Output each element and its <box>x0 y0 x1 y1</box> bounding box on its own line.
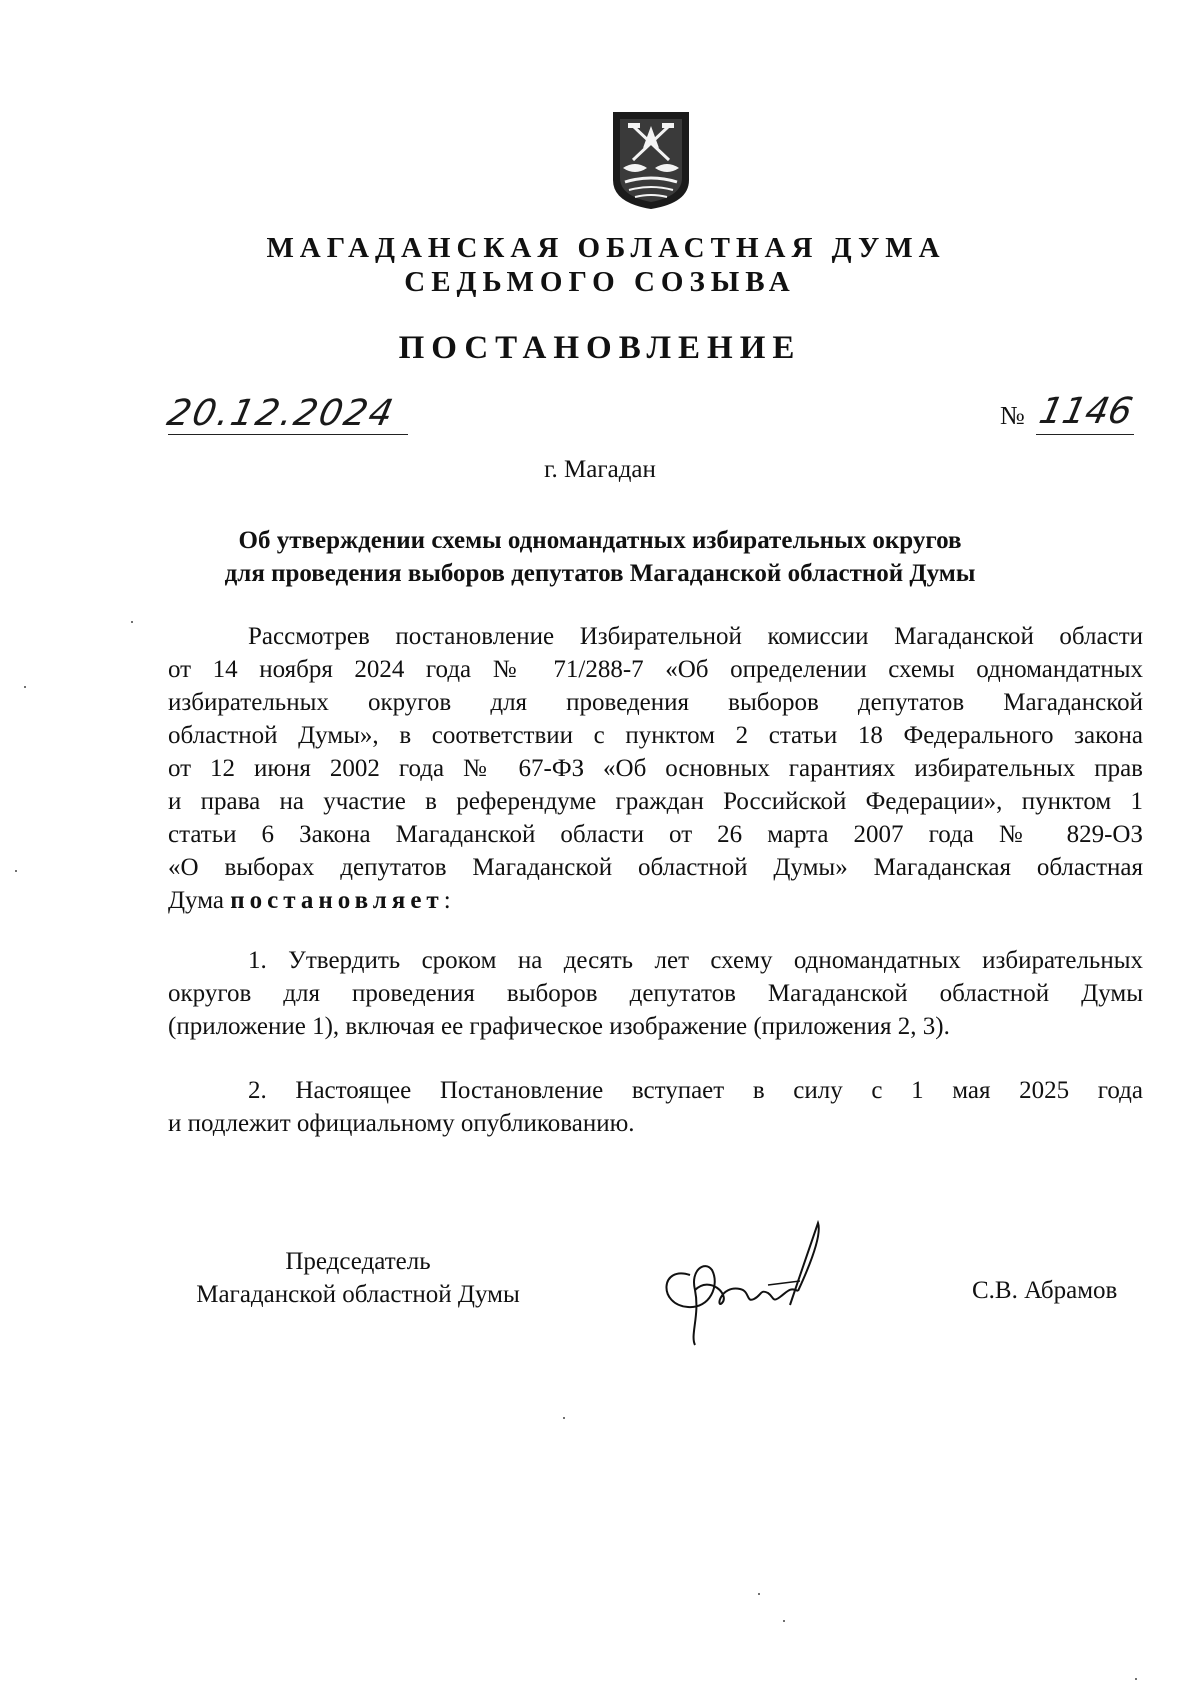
title-line: Об утверждении схемы одномандатных избирательных округов <box>238 527 962 554</box>
paragraph-line: от 12 июня 2002 года № 67-ФЗ «Об основных гарантиях избирательных прав <box>168 755 1143 782</box>
signatory-title-line: Магаданской областной Думы <box>196 1281 520 1308</box>
paragraph-line: избирательных округов для проведения выборов депутатов Магаданской <box>168 689 1143 716</box>
paragraph-line <box>168 884 1143 917</box>
resolves-keyword: постановляет <box>230 887 444 914</box>
document-date <box>163 393 408 437</box>
date-value: 20.12.2024 <box>163 393 399 434</box>
preamble-paragraph <box>168 620 1143 917</box>
resolves-suffix: : <box>443 887 451 914</box>
number-underline <box>1036 434 1134 435</box>
scan-speck <box>1135 1678 1137 1680</box>
title-line: для проведения выборов депутатов Магаданской областной Думы <box>224 560 976 587</box>
signatory-name: С.В. Абрамов <box>972 1277 1118 1304</box>
paragraph-line: и подлежит официальному опубликованию. <box>168 1110 635 1137</box>
organization-name: МАГАДАНСКАЯ ОБЛАСТНАЯ ДУМА <box>266 232 946 264</box>
scan-speck <box>131 621 133 623</box>
date-underline <box>168 434 408 435</box>
scan-speck <box>24 686 26 688</box>
document-number: 1146 <box>1035 391 1136 432</box>
coat-of-arms-emblem <box>611 110 691 210</box>
city: г. Магадан <box>544 456 656 483</box>
convocation: СЕДЬМОГО СОЗЫВА <box>404 266 796 298</box>
paragraph-line: округов для проведения выборов депутатов Магаданской областной Думы <box>168 980 1143 1007</box>
clause-2 <box>168 1074 1143 1140</box>
scan-speck <box>15 870 17 872</box>
scan-speck <box>758 1593 760 1595</box>
signatory-title-line: Председатель <box>285 1248 431 1275</box>
scan-speck <box>563 1417 565 1419</box>
clause-1 <box>168 944 1143 1043</box>
paragraph-line: от 14 ноября 2024 года № 71/288-7 «Об определении схемы одномандатных <box>168 656 1143 683</box>
document-title <box>0 524 1200 590</box>
number-label: № <box>1000 401 1025 430</box>
scan-speck <box>783 1620 785 1622</box>
paragraph-line: 2. Настоящее Постановление вступает в силу с 1 мая 2025 года <box>248 1077 1143 1104</box>
resolves-prefix: Дума <box>168 887 231 914</box>
paragraph-line: 1. Утвердить сроком на десять лет схему одномандатных избирательных <box>248 947 1143 974</box>
paragraph-line: Рассмотрев постановление Избирательной комиссии Магаданской области <box>248 623 1143 650</box>
paragraph-line: (приложение 1), включая ее графическое изображение (приложения 2, 3). <box>168 1013 950 1040</box>
paragraph-line: и права на участие в референдуме граждан Российской Федерации», пунктом 1 <box>168 788 1143 815</box>
paragraph-line: статьи 6 Закона Магаданской области от 26 марта 2007 года № 829-ОЗ <box>168 821 1143 848</box>
document-type: ПОСТАНОВЛЕНИЕ <box>398 330 802 366</box>
paragraph-line: областной Думы», в соответствии с пунктом 2 статьи 18 Федерального закона <box>168 722 1143 749</box>
signatory-title <box>168 1245 548 1311</box>
handwritten-signature <box>650 1215 850 1350</box>
paragraph-line: «О выборах депутатов Магаданской областной Думы» Магаданская областная <box>168 854 1143 881</box>
